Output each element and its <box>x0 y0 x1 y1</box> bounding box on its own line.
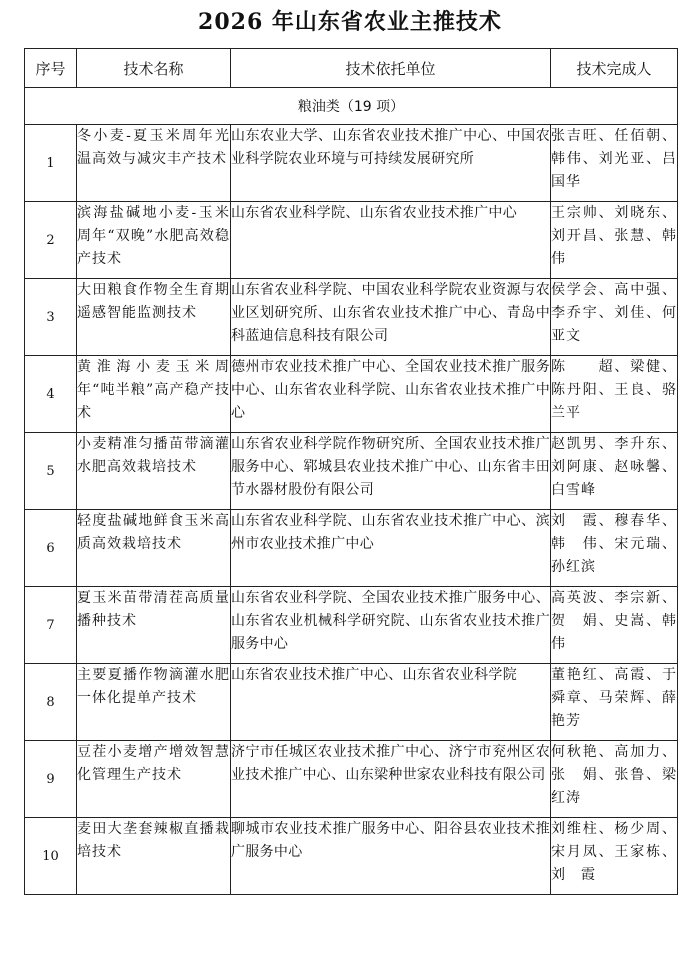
technology-name <box>77 741 231 818</box>
row-index <box>25 433 77 510</box>
table-header-row <box>25 49 678 88</box>
supporting-organization <box>231 202 551 279</box>
row-index <box>25 510 77 587</box>
technology-name-text: 黄淮海小麦玉米周年“吨半粮”高产稳产技术 <box>77 359 230 421</box>
table-row <box>25 356 678 433</box>
supporting-organization <box>231 510 551 587</box>
supporting-organization-text: 山东省农业科学院作物研究所、全国农业技术推广服务中心、郓城县农业技术推广中心、山东省丰田节水器材股份有限公司 <box>231 436 550 498</box>
table-row <box>25 433 678 510</box>
table-row <box>25 587 678 664</box>
row-index-text: 3 <box>46 309 55 325</box>
supporting-organization-text: 山东省农业科学院、山东省农业技术推广中心、滨州市农业技术推广中心 <box>231 513 550 552</box>
row-index-text: 2 <box>46 232 55 248</box>
row-index <box>25 356 77 433</box>
supporting-organization-text: 山东省农业科学院、全国农业技术推广服务中心、山东省农业机械科学研究院、山东省农业技术推广服务中心 <box>231 590 550 652</box>
technology-authors-text: 刘维柱、杨少周、宋月凤、王家栋、刘 霞 <box>551 821 677 883</box>
supporting-organization <box>231 356 551 433</box>
page-title: 2026 年山东省农业主推技术 <box>198 9 502 35</box>
table-row <box>25 202 678 279</box>
supporting-organization <box>231 818 551 895</box>
technology-name-text: 夏玉米苗带清茬高质量播种技术 <box>77 590 230 629</box>
technology-authors-text: 张吉旺、任佰朝、韩伟、刘光亚、吕国华 <box>551 128 677 190</box>
technology-authors <box>551 125 678 202</box>
row-index <box>25 279 77 356</box>
header-name: 技术名称 <box>77 49 231 88</box>
row-index <box>25 818 77 895</box>
supporting-organization <box>231 125 551 202</box>
row-index <box>25 664 77 741</box>
technology-name-text: 小麦精准匀播苗带滴灌水肥高效栽培技术 <box>77 436 230 475</box>
supporting-organization-text: 济宁市任城区农业技术推广中心、济宁市兖州区农业技术推广中心、山东梁种世家农业科技有限公司 <box>231 744 550 783</box>
technology-name-text: 大田粮食作物全生育期遥感智能监测技术 <box>77 282 230 321</box>
technology-name-text: 麦田大垄套辣椒直播栽培技术 <box>77 821 230 860</box>
row-index-text: 9 <box>46 771 55 787</box>
technology-name-text: 豆茬小麦增产增效智慧化管理生产技术 <box>77 744 230 783</box>
technology-table <box>24 48 692 895</box>
row-index-text: 8 <box>46 694 55 710</box>
supporting-organization-text: 山东农业大学、山东省农业技术推广中心、中国农业科学院农业环境与可持续发展研究所 <box>231 128 550 167</box>
supporting-organization <box>231 433 551 510</box>
supporting-organization <box>231 279 551 356</box>
supporting-organization-text: 德州市农业技术推广中心、全国农业技术推广服务中心、山东省农业科学院、山东省农业技术推广中心 <box>231 359 550 421</box>
supporting-organization-text: 山东省农业科学院、山东省农业技术推广中心 <box>231 205 517 221</box>
supporting-organization-text: 山东省农业技术推广中心、山东省农业科学院 <box>231 667 517 683</box>
technology-name <box>77 510 231 587</box>
table-row <box>25 818 678 895</box>
table-row <box>25 510 678 587</box>
technology-authors-text: 陈 超、梁健、陈丹阳、王良、骆兰平 <box>551 359 677 421</box>
row-index-text: 5 <box>46 463 55 479</box>
table-row <box>25 741 678 818</box>
technology-name <box>77 587 231 664</box>
technology-authors <box>551 818 678 895</box>
technology-name <box>77 125 231 202</box>
technology-name <box>77 202 231 279</box>
technology-name <box>77 356 231 433</box>
supporting-organization <box>231 587 551 664</box>
row-index <box>25 587 77 664</box>
supporting-organization-text: 山东省农业科学院、中国农业科学院农业资源与农业区划研究所、山东省农业技术推广中心、青岛中科蓝迪信息科技有限公司 <box>231 282 550 344</box>
category-row <box>25 88 678 125</box>
row-index-text: 4 <box>46 386 55 402</box>
header-index: 序号 <box>25 49 77 88</box>
row-index-text: 7 <box>46 617 55 633</box>
supporting-organization <box>231 741 551 818</box>
supporting-organization-text: 聊城市农业技术推广服务中心、阳谷县农业技术推广服务中心 <box>231 821 550 860</box>
technology-authors-text: 王宗帅、刘晓东、刘开昌、张慧、韩伟 <box>551 205 677 267</box>
table-body <box>25 88 692 895</box>
supporting-organization <box>231 664 551 741</box>
table-row <box>25 279 678 356</box>
category-label: 粮油类（19 项） <box>25 88 678 125</box>
technology-authors <box>551 356 678 433</box>
technology-name <box>77 664 231 741</box>
technology-authors-text: 侯学会、高中强、李乔宇、刘佳、何亚文 <box>551 282 677 344</box>
technology-authors <box>551 741 678 818</box>
technology-authors <box>551 202 678 279</box>
technology-name <box>77 818 231 895</box>
technology-authors <box>551 510 678 587</box>
technology-name-text: 滨海盐碱地小麦-玉米周年“双晚”水肥高效稳产技术 <box>77 205 230 267</box>
table-row <box>25 125 678 202</box>
technology-authors-text: 赵凯男、李升东、刘阿康、赵咏馨、白雪峰 <box>551 436 677 498</box>
technology-name <box>77 279 231 356</box>
technology-authors-text: 高英波、李宗新、贺 娟、史嵩、韩 伟 <box>551 590 692 652</box>
row-index-text: 6 <box>46 540 55 556</box>
table-row <box>25 664 678 741</box>
row-index <box>25 202 77 279</box>
row-index <box>25 125 77 202</box>
header-authors: 技术完成人 <box>551 49 678 88</box>
header-org: 技术依托单位 <box>231 49 551 88</box>
technology-name-text: 冬小麦-夏玉米周年光温高效与减灾丰产技术 <box>77 128 230 167</box>
technology-name-text: 主要夏播作物滴灌水肥一体化提单产技术 <box>77 667 230 706</box>
technology-authors <box>551 587 692 664</box>
technology-name <box>77 433 231 510</box>
technology-authors-text: 何秋艳、高加力、张 娟、张鲁、梁红涛 <box>551 744 677 806</box>
row-index <box>25 741 77 818</box>
technology-name-text: 轻度盐碱地鲜食玉米高质高效栽培技术 <box>77 513 230 552</box>
technology-authors <box>551 279 678 356</box>
technology-authors <box>551 433 678 510</box>
technology-authors-text: 刘 霞、穆春华、韩 伟、宋元瑞、孙红滨 <box>551 513 677 575</box>
row-index-text: 10 <box>42 848 59 864</box>
technology-authors <box>551 664 678 741</box>
technology-authors-text: 董艳红、高霞、于舜章、马荣辉、薛艳芳 <box>551 667 677 729</box>
row-index-text: 1 <box>46 155 55 171</box>
